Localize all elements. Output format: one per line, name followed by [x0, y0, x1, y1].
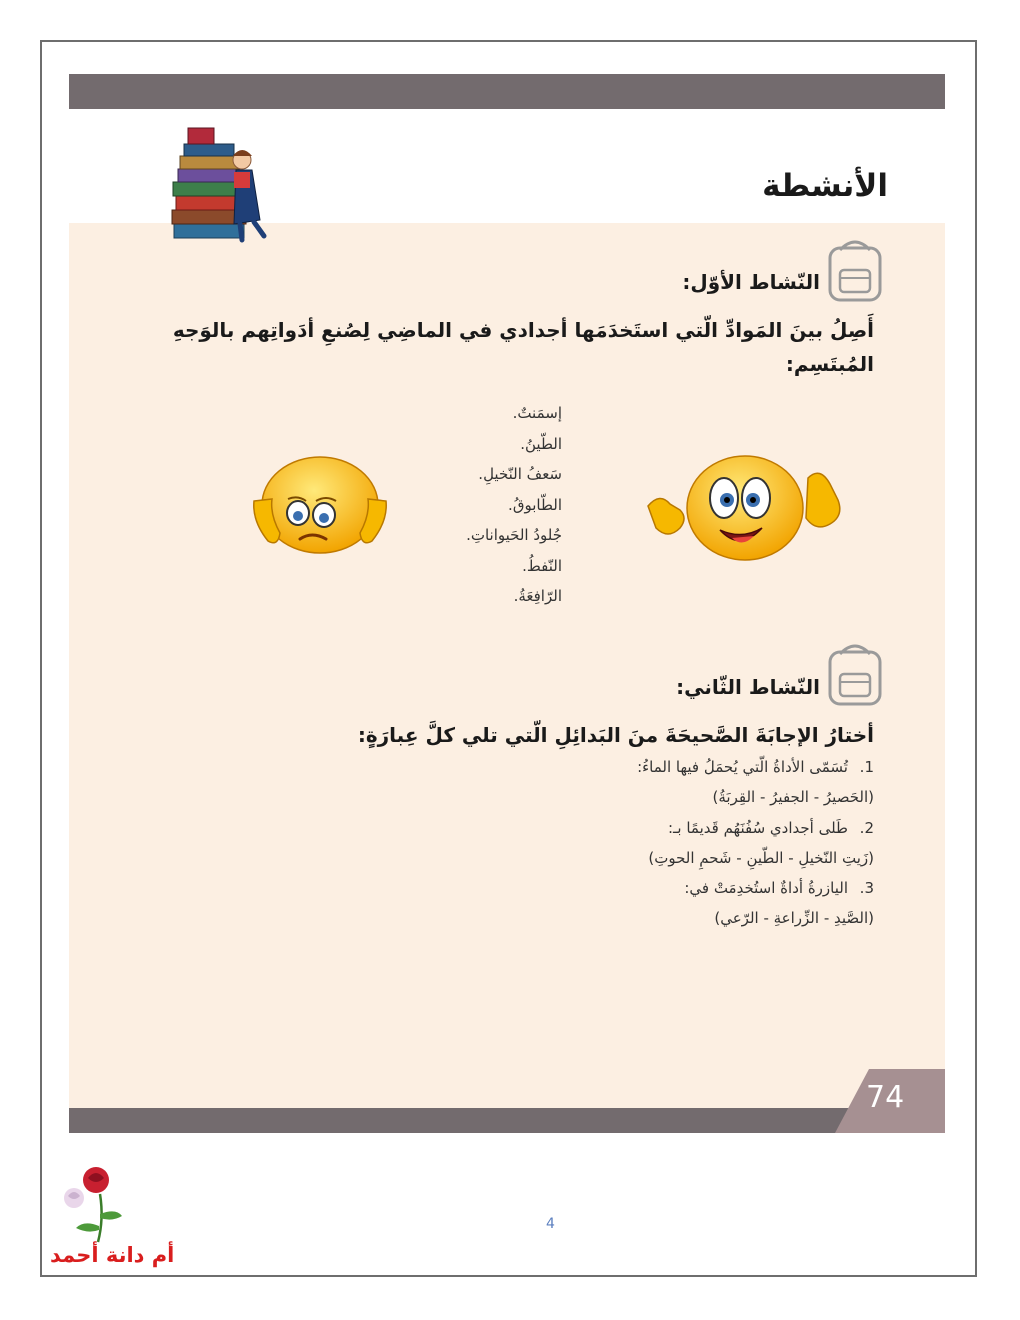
question-item [414, 813, 874, 843]
question-options: (الصَّيدِ - الزِّراعةِ - الرّعي) [714, 909, 874, 928]
material-item: النّفطُ. [522, 556, 562, 575]
question-number: 2. [859, 818, 874, 837]
question-number: 1. [859, 758, 874, 776]
question-item [414, 873, 874, 903]
material-item: إسمَنتٌ. [512, 404, 562, 422]
question-options: (زَيتِ النّخيلِ - الطّينِ - شَحمِ الحوتِ) [648, 848, 874, 867]
activity1-heading: النّشاط الأوّل: [682, 270, 820, 294]
rose-icon [60, 1164, 140, 1244]
material-item: الطّابوقُ. [508, 495, 562, 514]
material-item: الطّينُ. [520, 434, 562, 453]
material-item: سَعفُ النّخيلِ. [478, 465, 562, 483]
questions-list [414, 752, 874, 934]
materials-list [392, 398, 562, 612]
books-stack-illustration [170, 124, 280, 244]
sheet-number: 4 [546, 1216, 555, 1232]
activity2-heading: النّشاط الثّاني: [676, 675, 820, 699]
footer-brand: أم دانة أحمد [50, 1243, 175, 1267]
material-item: جُلودُ الحَيواناتِ. [466, 526, 562, 544]
material-item: الرّافِعَةُ. [513, 587, 562, 605]
question-text: تُسَمّى الأداةُ الّتي يُحمَلُ فيها الماءُ: [637, 758, 848, 776]
activity1-instruction-line1: أَصِلُ بينَ المَوادِّ الّتي استَخدَمَها أجدادي في الماضِي لِصُنعِ أدَواتِهم بالوَجهِ [172, 318, 874, 342]
question-number: 3. [859, 879, 874, 898]
activity1-instruction-line2: المُبتَسِم: [785, 352, 874, 376]
section-title: الأنشطة [762, 168, 888, 204]
page-number: 74 [866, 1080, 905, 1115]
question-item [414, 752, 874, 782]
bottom-footer-bar [69, 1108, 945, 1133]
question-text: طَلى أجدادي سُفُنَهُم قَديمًا بـ: [667, 818, 848, 837]
top-header-bar [69, 74, 945, 109]
happy-emoji-thumbs-up-icon [640, 448, 850, 568]
question-options: (الحَصيرُ - الجفيرُ - القِربَةُ) [712, 788, 874, 807]
backpack-icon [822, 640, 888, 708]
question-text: اليازرةُ أداةٌ استُخدِمَتْ في: [684, 879, 848, 898]
activity2-instruction: أختارُ الإجابَةَ الصَّحيحَةَ منَ البَدائِلِ الّتي تلي كلَّ عِبارَةٍ: [357, 723, 874, 747]
backpack-icon [822, 236, 888, 304]
sad-emoji-icon [250, 455, 390, 557]
